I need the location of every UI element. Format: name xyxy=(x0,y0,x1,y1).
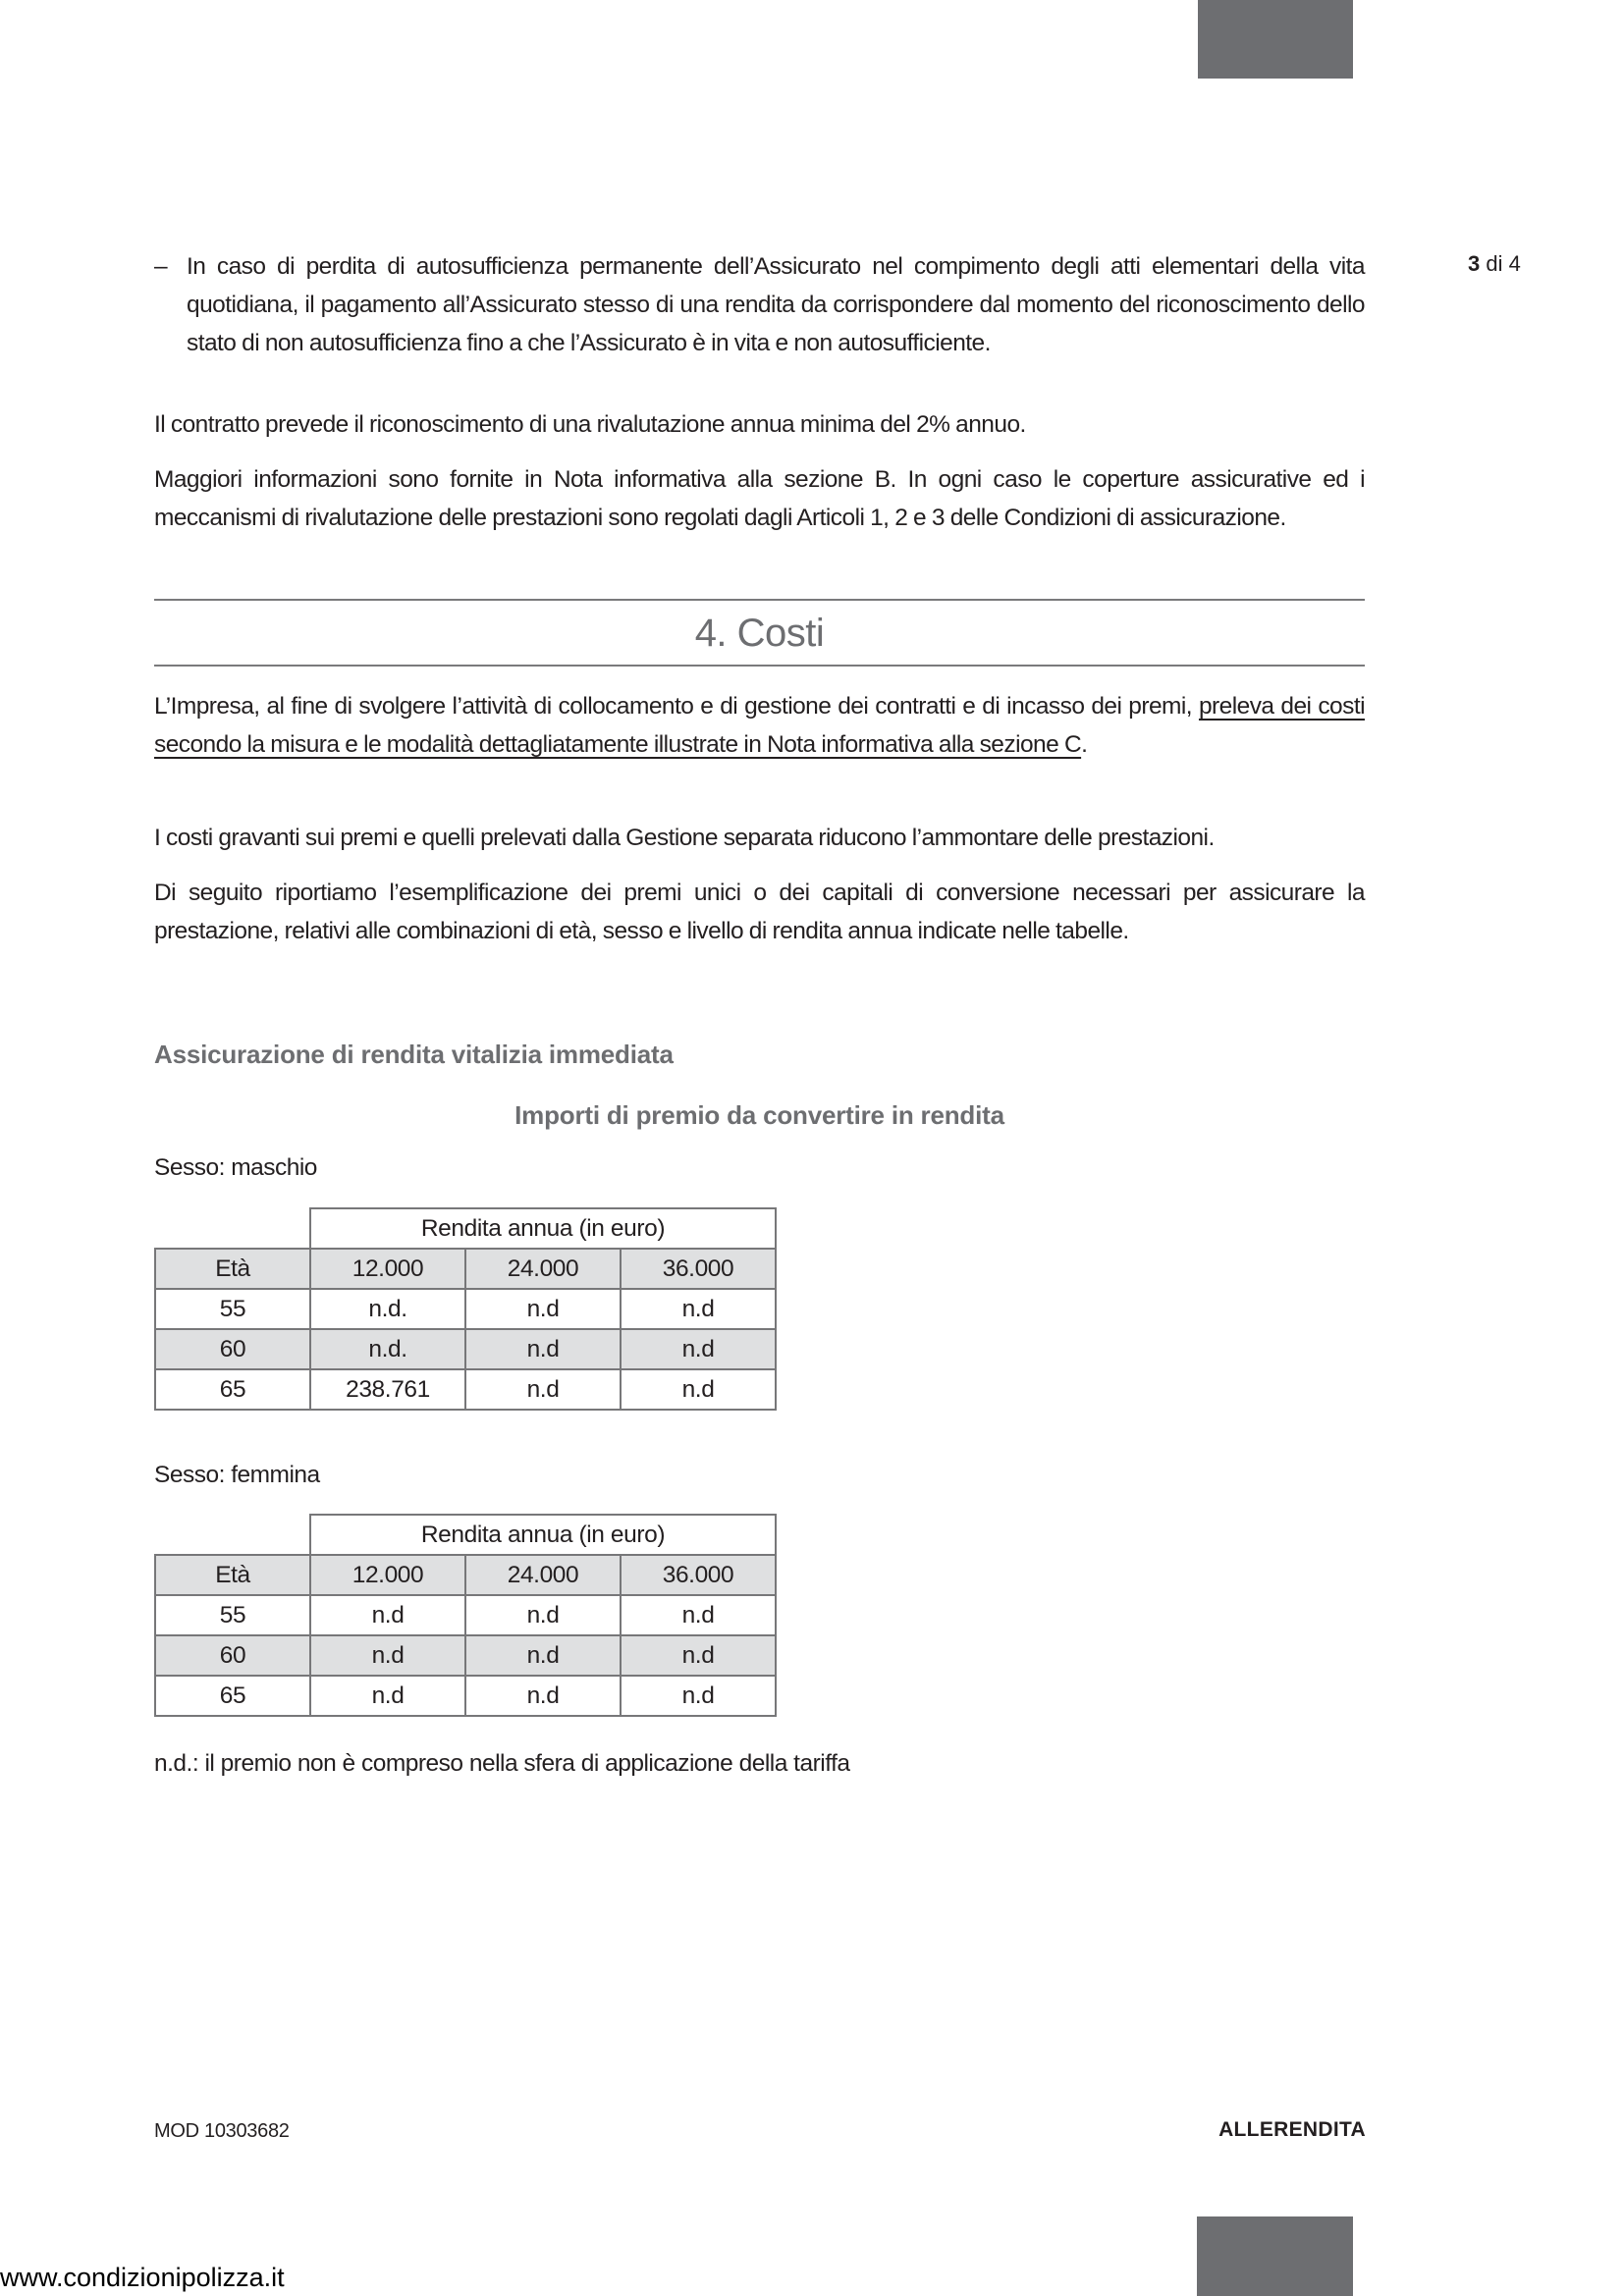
table-row xyxy=(155,1595,776,1635)
male-premium-table xyxy=(154,1207,777,1411)
section-heading: 4. Costi xyxy=(694,612,825,655)
annuity-title: Assicurazione di rendita vitalizia immediata xyxy=(154,1040,674,1069)
premium-cell: n.d xyxy=(465,1595,621,1635)
more-info-paragraph: Maggiori informazioni sono fornite in Nota informativa alla sezione B. In ogni caso le coperture assicurative ed i meccanismi di rivalutazione delle prestazioni sono regolati dagli Articoli 1, 2 e 3 delle Condizioni di assicurazione. xyxy=(154,466,1365,531)
table-corner-cell xyxy=(155,1515,310,1555)
table-group-header: Rendita annua (in euro) xyxy=(310,1515,776,1555)
premium-cell: 238.761 xyxy=(310,1369,465,1410)
male-table-label: Sesso: maschio xyxy=(154,1154,317,1181)
premium-cell: n.d. xyxy=(310,1289,465,1329)
column-header-age: Età xyxy=(155,1249,310,1289)
costs-paragraph-1-end: . xyxy=(1081,731,1088,758)
costs-paragraph-1-text: L’Impresa, al fine di svolgere l’attività di collocamento e di gestione dei contratti e di incasso dei premi, xyxy=(154,693,1199,720)
table-row xyxy=(155,1635,776,1676)
premium-cell: n.d xyxy=(621,1329,776,1369)
premium-cell: n.d xyxy=(310,1595,465,1635)
table-group-header: Rendita annua (in euro) xyxy=(310,1208,776,1249)
age-cell: 55 xyxy=(155,1289,310,1329)
premium-cell: n.d xyxy=(465,1369,621,1410)
bullet-paragraph: In caso di perdita di autosufficienza permanente dell’Assicurato nel compimento degli atti elementari della vita quotidiana, il pagamento all’Assicurato stesso di una rendita da corrispondere dal momento del riconoscimento dello stato di non autosufficienza fino a che l’Assicurato è in vita e non autosufficiente. xyxy=(187,253,1365,356)
table-corner-cell xyxy=(155,1208,310,1249)
table-group-header-row xyxy=(155,1515,776,1555)
page-total: 4 xyxy=(1508,251,1521,276)
premium-cell: n.d xyxy=(465,1635,621,1676)
table-row xyxy=(155,1329,776,1369)
premium-cell: n.d xyxy=(621,1369,776,1410)
page-tab-top xyxy=(1198,0,1353,79)
age-cell: 60 xyxy=(155,1329,310,1369)
age-cell: 55 xyxy=(155,1595,310,1635)
premium-cell: n.d xyxy=(465,1676,621,1716)
column-header-age: Età xyxy=(155,1555,310,1595)
costs-paragraph-1 xyxy=(154,687,1365,764)
watermark-link[interactable]: www.condizionipolizza.it xyxy=(0,2263,285,2292)
costs-paragraph-2: I costi gravanti sui premi e quelli prelevati dalla Gestione separata riducono l’ammontare delle prestazioni. xyxy=(154,825,1215,851)
premium-cell: n.d xyxy=(310,1635,465,1676)
table-row xyxy=(155,1369,776,1410)
product-name: ALLERENDITA xyxy=(1218,2118,1366,2141)
premium-cell: n.d. xyxy=(310,1329,465,1369)
premium-cell: n.d xyxy=(621,1635,776,1676)
page-tab-bottom xyxy=(1197,2216,1353,2296)
premium-cell: n.d xyxy=(621,1289,776,1329)
female-table-label: Sesso: femmina xyxy=(154,1462,320,1488)
page-current: 3 xyxy=(1468,251,1481,276)
table-footnote: n.d.: il premio non è compreso nella sfera di applicazione della tariffa xyxy=(154,1750,850,1777)
age-cell: 65 xyxy=(155,1369,310,1410)
premium-cell: n.d xyxy=(621,1676,776,1716)
section-rule-top xyxy=(154,599,1365,601)
bullet-marker: – xyxy=(154,253,168,280)
section-rule-bottom xyxy=(154,665,1365,667)
age-cell: 65 xyxy=(155,1676,310,1716)
column-header: 36.000 xyxy=(621,1249,776,1289)
annuity-subtitle: Importi di premio da convertire in rendita xyxy=(514,1100,1004,1130)
column-header: 24.000 xyxy=(465,1555,621,1595)
table-row xyxy=(155,1676,776,1716)
premium-cell: n.d xyxy=(465,1329,621,1369)
table-header-row xyxy=(155,1555,776,1595)
column-header: 24.000 xyxy=(465,1249,621,1289)
page-separator: di xyxy=(1486,251,1503,276)
female-premium-table xyxy=(154,1514,777,1717)
premium-cell: n.d xyxy=(310,1676,465,1716)
column-header: 36.000 xyxy=(621,1555,776,1595)
column-header: 12.000 xyxy=(310,1249,465,1289)
model-code: MOD 10303682 xyxy=(154,2120,290,2142)
column-header: 12.000 xyxy=(310,1555,465,1595)
revaluation-paragraph: Il contratto prevede il riconoscimento di una rivalutazione annua minima del 2% annuo. xyxy=(154,411,1026,438)
table-row xyxy=(155,1289,776,1329)
costs-paragraph-3: Di seguito riportiamo l’esemplificazione dei premi unici o dei capitali di conversione necessari per assicurare la prestazione, relativi alle combinazioni di età, sesso e livello di rendita annua indicate nelle tabelle. xyxy=(154,880,1365,944)
table-group-header-row xyxy=(155,1208,776,1249)
costs-reference-link[interactable]: preleva dei costi secondo la misura e le modalità dettagliatamente illustrate in Nota informativa alla sezione C xyxy=(154,693,1365,758)
premium-cell: n.d xyxy=(621,1595,776,1635)
page-number xyxy=(1468,251,1521,277)
premium-cell: n.d xyxy=(465,1289,621,1329)
age-cell: 60 xyxy=(155,1635,310,1676)
table-header-row xyxy=(155,1249,776,1289)
